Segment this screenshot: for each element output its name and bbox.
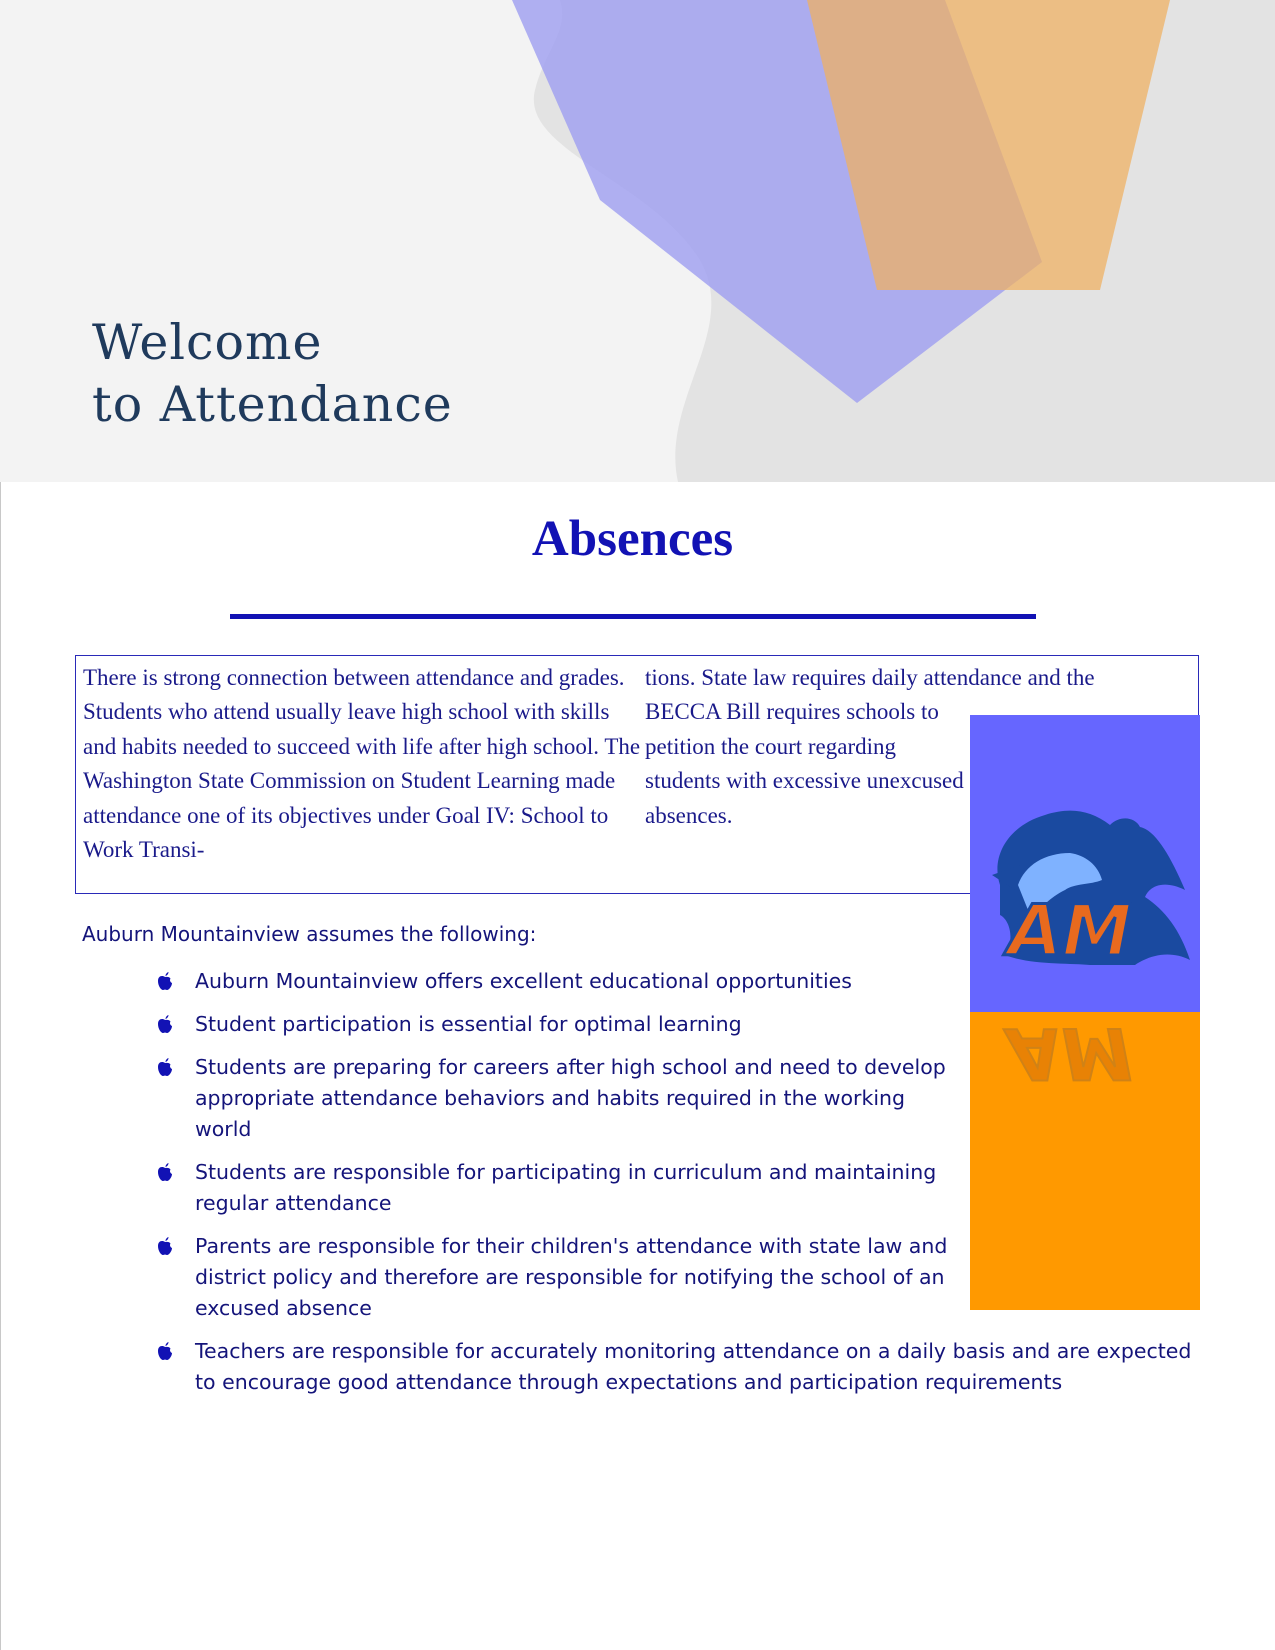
page-title-line2: to Attendance — [92, 376, 453, 433]
list-item — [155, 1009, 915, 1040]
list-item-text: Students are preparing for careers after high school and need to develop appropriate attendance behaviors and habits required in the working world — [195, 1055, 946, 1141]
apple-icon — [157, 971, 173, 991]
list-item-text: Auburn Mountainview offers excellent educational opportunities — [195, 969, 852, 993]
apple-icon — [157, 1236, 173, 1256]
list-item-text: Students are responsible for participating in curriculum and maintaining regular attendance — [195, 1160, 937, 1215]
list-item — [155, 1336, 1195, 1398]
intro-column-2-first-line: tions. State law requires daily attendance and the — [645, 665, 1095, 690]
list-item — [155, 1052, 955, 1145]
page-edge-line — [0, 482, 1, 1650]
title-underline — [230, 614, 1036, 619]
list-item — [155, 966, 915, 997]
assumptions-list — [155, 966, 1195, 1410]
assumptions-lead: Auburn Mountainview assumes the following: — [82, 922, 537, 946]
section-title: Absences — [531, 511, 734, 567]
svg-text:AM: AM — [1008, 1012, 1132, 1094]
apple-icon — [157, 1162, 173, 1182]
intro-column-2 — [645, 661, 1095, 833]
list-item — [155, 1231, 955, 1324]
list-item-text: Parents are responsible for their children's attendance with state law and district policy and therefore are responsible for notifying the school of an excused absence — [195, 1234, 948, 1320]
list-item-text: Student participation is essential for optimal learning — [195, 1012, 742, 1036]
list-item — [155, 1157, 955, 1219]
apple-icon — [157, 1014, 173, 1034]
intro-column-1: There is strong connection between attendance and grades. Students who attend usually leave high school with skills and habits needed to succeed with life after high school. The Washington State Commission on Student Learning made attendance one of its objectives under Goal IV: School to Work Transi- — [83, 665, 641, 863]
page-title-line1: Welcome — [92, 314, 323, 371]
apple-icon — [157, 1341, 173, 1361]
logo-letters: AM — [1008, 890, 1132, 972]
apple-icon — [157, 1057, 173, 1077]
intro-column-2-rest: BECCA Bill requires schools to petition the court regarding students with excessive unexcused absences. — [645, 699, 964, 828]
list-item-text: Teachers are responsible for accurately monitoring attendance on a daily basis and are expected to encourage good attendance through expectations and participation requirements — [195, 1339, 1192, 1394]
